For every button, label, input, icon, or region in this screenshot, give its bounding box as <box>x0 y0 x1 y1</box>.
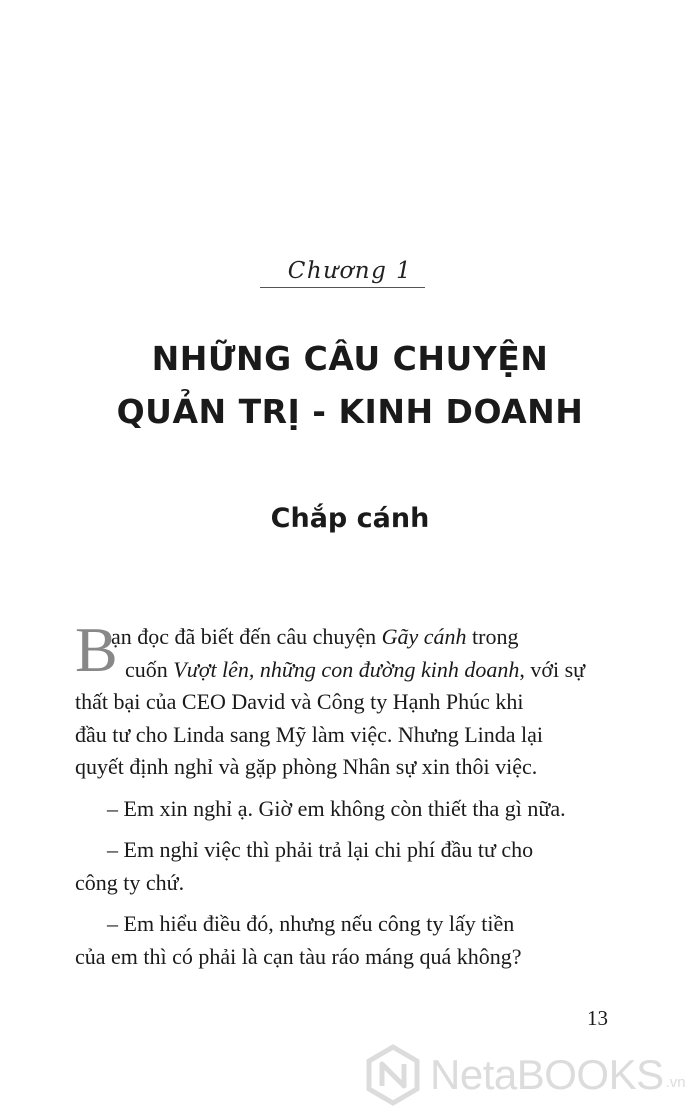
text-run: , với sự <box>519 656 586 682</box>
dialog-line: công ty chứ. <box>75 869 185 895</box>
watermark-brand: NetaBOOKS <box>430 1051 664 1098</box>
paragraph-line: quyết định nghỉ và gặp phòng Nhân sự xin thôi việc. <box>75 754 538 779</box>
paragraph-line: đầu tư cho Linda sang Mỹ làm việc. Nhưng Linda lại <box>75 721 544 747</box>
chapter-underline <box>260 287 425 288</box>
neta-logo-icon <box>362 1044 424 1106</box>
watermark-suffix: .vn <box>665 1073 686 1091</box>
paragraph-line: thất bại của CEO David và Công ty Hạnh Phúc khi <box>75 689 524 714</box>
paragraph-line <box>75 654 610 687</box>
netabooks-watermark <box>362 1040 692 1110</box>
page-number: 13 <box>587 1006 608 1030</box>
chapter-title <box>0 332 700 438</box>
chapter-title-line-2: QUẢN TRỊ - KINH DOANH <box>116 392 584 431</box>
dialog-paragraph <box>75 793 610 826</box>
chapter-label: Chương 1 <box>287 258 413 284</box>
text-run: cuốn <box>125 656 174 682</box>
section-title: Chắp cánh <box>270 503 430 534</box>
chapter-title-line-1: NHỮNG CÂU CHUYỆN <box>151 339 549 378</box>
dialog-line: – Em nghỉ việc thì phải trả lại chi phí đầu tư cho <box>107 837 534 862</box>
dialog-paragraph <box>75 834 610 899</box>
drop-cap: B <box>75 614 118 685</box>
italic-title-run: Vượt lên, những con đường kinh doanh <box>173 656 520 682</box>
dialog-line: – Em hiểu điều đó, nhưng nếu công ty lấy tiền <box>107 911 515 936</box>
opening-paragraph <box>75 614 610 784</box>
dialog-line: – Em xin nghỉ ạ. Giờ em không còn thiết tha gì nữa. <box>107 795 566 821</box>
body-text <box>75 614 610 973</box>
dialog-paragraph <box>75 908 610 973</box>
dialog-line: của em thì có phải là cạn tàu ráo máng quá không? <box>75 943 522 969</box>
paragraph-line <box>75 621 610 654</box>
text-run: trong <box>466 624 519 649</box>
text-run: ạn đọc đã biết đến câu chuyện <box>111 624 382 649</box>
italic-title-run: Gãy cánh <box>381 624 467 649</box>
